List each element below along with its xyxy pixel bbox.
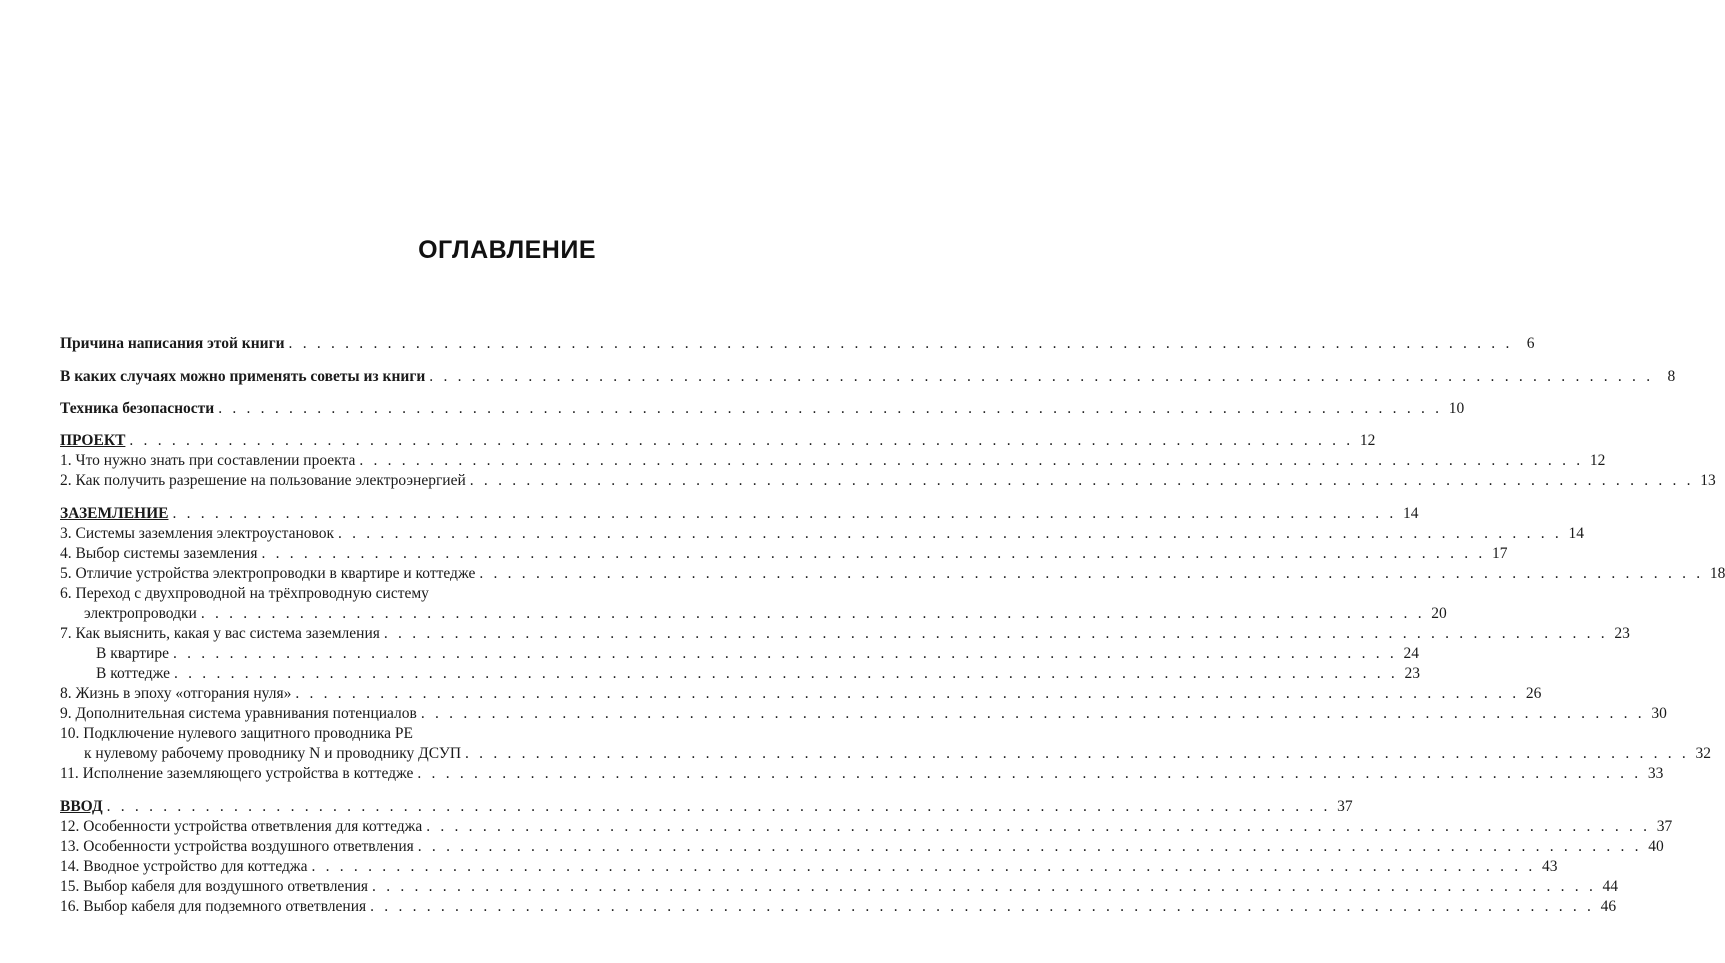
toc-entry-title: В каких случаях можно применять советы из книги (60, 368, 426, 385)
toc-leader-dots: . . . . . . . . . . . . . . . . . . . . . . . . . . . . . . . . . . . . . . . . . . . . . . . . . . . . . . . . . . . . . . . . . . . . . . . . . . . . . . . . . . . . . . . (172, 505, 1397, 522)
toc-entry-title: 11. Исполнение заземляющего устройства в коттедже (60, 765, 414, 782)
toc-entry-page: 30 (1651, 705, 1667, 722)
toc-section-title: ВВОД (60, 798, 103, 815)
toc-entry-page: 37 (1337, 798, 1353, 815)
toc-leader-dots: . . . . . . . . . . . . . . . . . . . . . . . . . . . . . . . . . . . . . . . . . . . . . . . . . . . . . . . . . . . . . . . . . . . . . . . . . . . . . . . . . . . . . . . (370, 898, 1595, 915)
toc-entry (60, 524, 1584, 544)
toc-entry-page: 46 (1600, 898, 1617, 915)
toc-entry (60, 877, 1619, 897)
toc-section-title: ЗАЗЕМЛЕНИЕ (60, 505, 169, 522)
toc-leader-dots: . . . . . . . . . . . . . . . . . . . . . . . . . . . . . . . . . . . . . . . . . . . . . . . . . . . . . . . . . . . . . . . . . . . . . . . . . . . . . . . . . . . . . . . (311, 858, 1536, 875)
toc-entry-page: 32 (1695, 745, 1712, 762)
toc-entry (60, 837, 1664, 857)
toc-entry-title: В коттедже (96, 665, 170, 682)
toc-entry-page: 17 (1491, 545, 1508, 562)
toc-entry-title: В квартире (96, 645, 169, 662)
toc-entry-page: 10 (1448, 400, 1465, 417)
toc-entry-title: 10. Подключение нулевого защитного проводника PE (60, 725, 414, 742)
toc-entry-page: 33 (1647, 765, 1664, 782)
toc-entry-title: к нулевому рабочему проводнику N и проводнику ДСУП (84, 745, 462, 762)
toc-entry-title: 2. Как получить разрешение на пользование электроэнергией (60, 472, 466, 489)
toc-entry (60, 564, 1725, 584)
toc-entry-title: Причина написания этой книги (60, 335, 285, 352)
toc-entry (60, 704, 1667, 724)
toc-leader-dots: . . . . . . . . . . . . . . . . . . . . . . . . . . . . . . . . . . . . . . . . . . . . . . . . . . . . . . . . . . . . . . . . . . . . . . . . . . . . . . . . . . . . . . . (295, 685, 1520, 702)
toc-entry (60, 764, 1664, 784)
toc-entry-page: 6 (1526, 335, 1535, 352)
toc-entry-title: 15. Выбор кабеля для воздушного ответвления (60, 878, 369, 895)
toc-entry-page: 12 (1589, 452, 1606, 469)
toc-leader-dots: . . . . . . . . . . . . . . . . . . . . . . . . . . . . . . . . . . . . . . . . . . . . . . . . . . . . . . . . . . . . . . . . . . . . . . . . . . . . . . . . . . . . . . . (218, 400, 1443, 417)
toc-entry (60, 451, 1606, 471)
toc-entry (60, 857, 1558, 877)
toc-entry-title: 7. Как выяснить, какая у вас система заземления (60, 625, 380, 642)
toc-leader-dots: . . . . . . . . . . . . . . . . . . . . . . . . . . . . . . . . . . . . . . . . . . . . . . . . . . . . . . . . . . . . . . . . . . . . . . . . . . . . . . . . . . . . . . . (417, 838, 1642, 855)
toc-leader-dots: . . . . . . . . . . . . . . . . . . . . . . . . . . . . . . . . . . . . . . . . . . . . . . . . . . . . . . . . . . . . . . . . . . . . . . . . . . . . . . . . . . . . . . . (469, 472, 1694, 489)
toc-entry-page: 44 (1602, 878, 1619, 895)
toc-entry-page: 8 (1667, 368, 1676, 385)
toc-entry (60, 471, 1716, 491)
toc-leader-dots: . . . . . . . . . . . . . . . . . . . . . . . . . . . . . . . . . . . . . . . . . . . . . . . . . . . . . . . . . . . . . . . . . . . . . . . . . . . . . . . . . . . . . . . (106, 798, 1331, 815)
toc-entry (60, 367, 1676, 387)
toc-leader-dots: . . . . . . . . . . . . . . . . . . . . . . . . . . . . . . . . . . . . . . . . . . . . . . . . . . . . . . . . . . . . . . . . . . . . . . . . . . . . . . . . . . . . . . . (383, 625, 1608, 642)
toc-entry-title: 16. Выбор кабеля для подземного ответвления (60, 898, 367, 915)
page-title: ОГЛАВЛЕНИЕ (418, 236, 596, 264)
toc-leader-dots: . . . . . . . . . . . . . . . . . . . . . . . . . . . . . . . . . . . . . . . . . . . . . . . . . . . . . . . . . . . . . . . . . . . . . . . . . . . . . . . . . . . . . . . (426, 818, 1651, 835)
toc-leader-dots: . . . . . . . . . . . . . . . . . . . . . . . . . . . . . . . . . . . . . . . . . . . . . . . . . . . . . . . . . . . . . . . . . . . . . . . . . . . . . . . . . . . . . . . (261, 545, 1486, 562)
toc-leader-dots: . . . . . . . . . . . . . . . . . . . . . . . . . . . . . . . . . . . . . . . . . . . . . . . . . . . . . . . . . . . . . . . . . . . . . . . . . . . . . . . . . . . . . . . (174, 665, 1398, 682)
toc-entry-page: 14 (1402, 505, 1419, 522)
toc-leader-dots: . . . . . . . . . . . . . . . . . . . . . . . . . . . . . . . . . . . . . . . . . . . . . . . . . . . . . . . . . . . . . . . . . . . . . . . . . . . . . . . . . . . . . . . (172, 645, 1397, 662)
toc-entry (60, 544, 1508, 564)
toc-entry-page: 43 (1541, 858, 1558, 875)
toc-entry-page: 14 (1568, 525, 1584, 542)
toc-leader-dots: . . . . . . . . . . . . . . . . . . . . . . . . . . . . . . . . . . . . . . . . . . . . . . . . . . . . . . . . . . . . . . . . . . . . . . . . . . . . . . . . . . . . . . . (429, 368, 1654, 385)
toc-subentry (96, 644, 1419, 664)
toc-entry-page: 23 (1614, 625, 1630, 642)
toc-leader-dots: . . . . . . . . . . . . . . . . . . . . . . . . . . . . . . . . . . . . . . . . . . . . . . . . . . . . . . . . . . . . . . . . . . . . . . . . . . . . . . . . . . . . . . . (465, 745, 1690, 762)
toc-entry-page: 18 (1709, 565, 1725, 582)
toc-leader-dots: . . . . . . . . . . . . . . . . . . . . . . . . . . . . . . . . . . . . . . . . . . . . . . . . . . . . . . . . . . . . . . . . . . . . . . . . . . . . . . . . . . . . . . . (372, 878, 1597, 895)
toc-entry-title: Техника безопасности (60, 400, 215, 417)
toc-entry (60, 624, 1630, 644)
toc-entry-title: 9. Дополнительная система уравнивания потенциалов (60, 705, 417, 722)
toc-leader-dots: . . . . . . . . . . . . . . . . . . . . . . . . . . . . . . . . . . . . . . . . . . . . . . . . . . . . . . . . . . . . . . . . . . . . . . . . . . . . . . . . . . . . . . . (337, 525, 1562, 542)
toc-entry-title: 1. Что нужно знать при составлении проекта (60, 452, 356, 469)
toc-section-title: ПРОЕКТ (60, 432, 126, 449)
toc-section-heading (60, 431, 1376, 451)
toc-leader-dots: . . . . . . . . . . . . . . . . . . . . . . . . . . . . . . . . . . . . . . . . . . . . . . . . . . . . . . . . . . . . . . . . . . . . . . . . . . . . . . . . . . . . . . . (200, 605, 1425, 622)
toc-entry-title: 4. Выбор системы заземления (60, 545, 258, 562)
toc-leader-dots: . . . . . . . . . . . . . . . . . . . . . . . . . . . . . . . . . . . . . . . . . . . . . . . . . . . . . . . . . . . . . . . . . . . . . . . . . . . . . . . . . . . . . . . (479, 565, 1704, 582)
toc-entry-page: 26 (1525, 685, 1542, 702)
toc-entry-title: 13. Особенности устройства воздушного ответвления (60, 838, 414, 855)
toc-entry-page: 40 (1648, 838, 1664, 855)
toc-entry (60, 817, 1673, 837)
toc-entry-continuation (84, 744, 1712, 764)
toc-entry-continuation (84, 604, 1447, 624)
toc-leader-dots: . . . . . . . . . . . . . . . . . . . . . . . . . . . . . . . . . . . . . . . . . . . . . . . . . . . . . . . . . . . . . . . . . . . . . . . . . . . . . . . . . . . . . . . (417, 765, 1642, 782)
toc-entry (60, 584, 591, 604)
toc-entry-title: 6. Переход с двухпроводной на трёхпроводную систему (60, 585, 429, 602)
toc-entry-page: 24 (1403, 645, 1419, 662)
toc-subentry (96, 664, 1420, 684)
toc-section-heading (60, 797, 1353, 817)
toc-leader-dots: . . . . . . . . . . . . . . . . . . . . . . . . . . . . . . . . . . . . . . . . . . . . . . . . . . . . . . . . . . . . . . . . . . . . . . . . . . . . . . . . . . . . . . . (420, 705, 1645, 722)
toc-entry-page: 12 (1359, 432, 1376, 449)
toc-entry-page: 13 (1700, 472, 1716, 489)
toc-entry-page: 23 (1404, 665, 1420, 682)
toc-leader-dots: . . . . . . . . . . . . . . . . . . . . . . . . . . . . . . . . . . . . . . . . . . . . . . . . . . . . . . . . . . . . . . . . . . . . . . . . . . . . . . . . . . . . . . . (359, 452, 1584, 469)
toc-entry-title: 12. Особенности устройства ответвления для коттеджа (60, 818, 423, 835)
toc-entry (60, 897, 1617, 917)
toc-entry-title: электропроводки (84, 605, 197, 622)
toc-section-heading (60, 504, 1419, 524)
toc-entry-title: 14. Вводное устройство для коттеджа (60, 858, 308, 875)
toc-entry-page: 20 (1431, 605, 1447, 622)
toc-entry-title: 3. Системы заземления электроустановок (60, 525, 334, 542)
toc-leader-dots: . . . . . . . . . . . . . . . . . . . . . . . . . . . . . . . . . . . . . . . . . . . . . . . . . . . . . . . . . . . . . . . . . . . . . . . . . . . . . . . . . . . . . . . (129, 432, 1354, 449)
toc-entry (60, 724, 591, 744)
toc-entry-title: 8. Жизнь в эпоху «отгорания нуля» (60, 685, 292, 702)
toc-entry (60, 334, 1535, 354)
toc-leader-dots: . . . . . . . . . . . . . . . . . . . . . . . . . . . . . . . . . . . . . . . . . . . . . . . . . . . . . . . . . . . . . . . . . . . . . . . . . . . . . . . . . . . . . . . (288, 335, 1513, 352)
toc-entry (60, 399, 1465, 419)
toc-entry-title: 5. Отличие устройства электропроводки в квартире и коттедже (60, 565, 476, 582)
toc-entry (60, 684, 1542, 704)
toc-entry-page: 37 (1656, 818, 1673, 835)
